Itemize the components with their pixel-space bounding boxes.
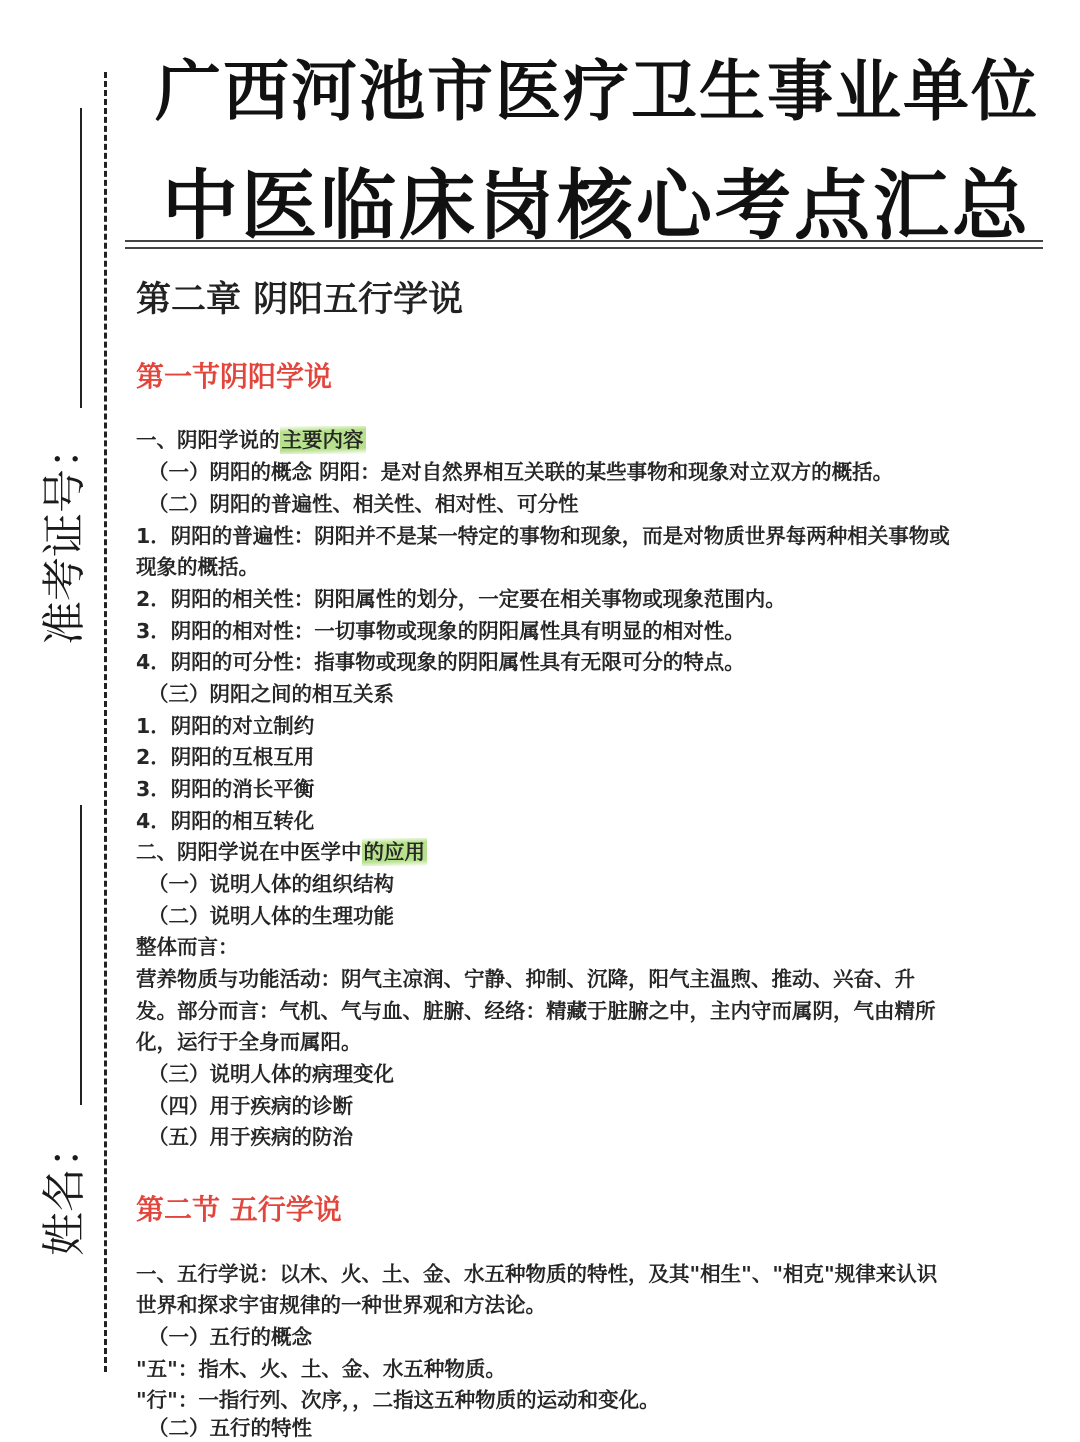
heading-application bbox=[136, 838, 427, 866]
text-line: （一）五行的概念 bbox=[148, 1325, 312, 1349]
highlighted-text: 的应用 bbox=[363, 840, 425, 864]
heading-text: 二、阴阳学说在中医学中 bbox=[136, 840, 362, 864]
title-divider bbox=[125, 240, 1043, 242]
name-label: 姓名： bbox=[39, 1124, 90, 1256]
text-line: （三）阴阳之间的相互关系 bbox=[148, 682, 394, 706]
text-line: 3．阴阳的消长平衡 bbox=[136, 777, 315, 801]
exam-number-label: 准考证号： bbox=[39, 425, 90, 645]
text-line: （一）说明人体的组织结构 bbox=[148, 872, 394, 896]
text-line: "五"：指木、火、土、金、水五种物质。 bbox=[136, 1357, 506, 1381]
page-title-line1: 广西河池市医疗卫生事业单位 bbox=[155, 53, 1039, 130]
page-title-line2: 中医临床岗核心考点汇总 bbox=[162, 161, 1031, 250]
text-line: 化，运行于全身而属阳。 bbox=[136, 1030, 362, 1054]
exam-no-write-line bbox=[80, 108, 82, 408]
section-title-five-elements: 第二节 五行学说 bbox=[136, 1193, 342, 1226]
text-line: 4．阴阳的相互转化 bbox=[136, 809, 315, 833]
text-line: 世界和探求宇宙规律的一种世界观和方法论。 bbox=[136, 1293, 546, 1317]
text-line: （一）阴阳的概念 阴阳：是对自然界相互关联的某些事物和现象对立双方的概括。 bbox=[148, 460, 894, 484]
title-divider-second bbox=[125, 247, 1043, 249]
text-line: 1．阴阳的对立制约 bbox=[136, 714, 315, 738]
binding-margin bbox=[0, 0, 110, 1440]
text-line: （三）说明人体的病理变化 bbox=[148, 1062, 394, 1086]
heading-main-content bbox=[136, 426, 366, 454]
chapter-title: 第二章 阴阳五行学说 bbox=[136, 280, 464, 320]
text-line: 发。部分而言：气机、气与血、脏腑、经络：精藏于脏腑之中，主内守而属阴，气由精所 bbox=[136, 999, 936, 1023]
text-line: 整体而言： bbox=[136, 935, 239, 959]
text-line: 2．阴阳的互根互用 bbox=[136, 745, 315, 769]
text-line: （四）用于疾病的诊断 bbox=[148, 1094, 353, 1118]
text-line: （二）五行的特性 bbox=[148, 1416, 312, 1440]
highlighted-text: 主要内容 bbox=[281, 428, 364, 452]
text-line: 4．阴阳的可分性：指事物或现象的阴阳属性具有无限可分的特点。 bbox=[136, 650, 745, 674]
text-line: （二）说明人体的生理功能 bbox=[148, 904, 394, 928]
heading-text: 一、阴阳学说的 bbox=[136, 428, 280, 452]
name-write-line bbox=[80, 805, 82, 1105]
text-line: 1．阴阳的普遍性：阴阳并不是某一特定的事物和现象，而是对物质世界每两种相关事物或 bbox=[136, 524, 950, 548]
cut-line bbox=[104, 72, 107, 1372]
text-line: 营养物质与功能活动：阴气主凉润、宁静、抑制、沉降，阳气主温煦、推动、兴奋、升 bbox=[136, 967, 915, 991]
text-line: 一、五行学说：以木、火、土、金、水五种物质的特性，及其"相生"、"相克"规律来认识 bbox=[136, 1262, 938, 1286]
text-line: （二）阴阳的普遍性、相关性、相对性、可分性 bbox=[148, 492, 579, 516]
text-line: 3．阴阳的相对性：一切事物或现象的阴阳属性具有明显的相对性。 bbox=[136, 619, 745, 643]
text-line: 现象的概括。 bbox=[136, 555, 259, 579]
section-title-yinyang: 第一节阴阳学说 bbox=[136, 360, 333, 393]
text-line: 2．阴阳的相关性：阴阳属性的划分，一定要在相关事物或现象范围内。 bbox=[136, 587, 786, 611]
text-line: （五）用于疾病的防治 bbox=[148, 1125, 353, 1149]
text-line: "行"：一指行列、次序，，二指这五种物质的运动和变化。 bbox=[136, 1388, 660, 1412]
